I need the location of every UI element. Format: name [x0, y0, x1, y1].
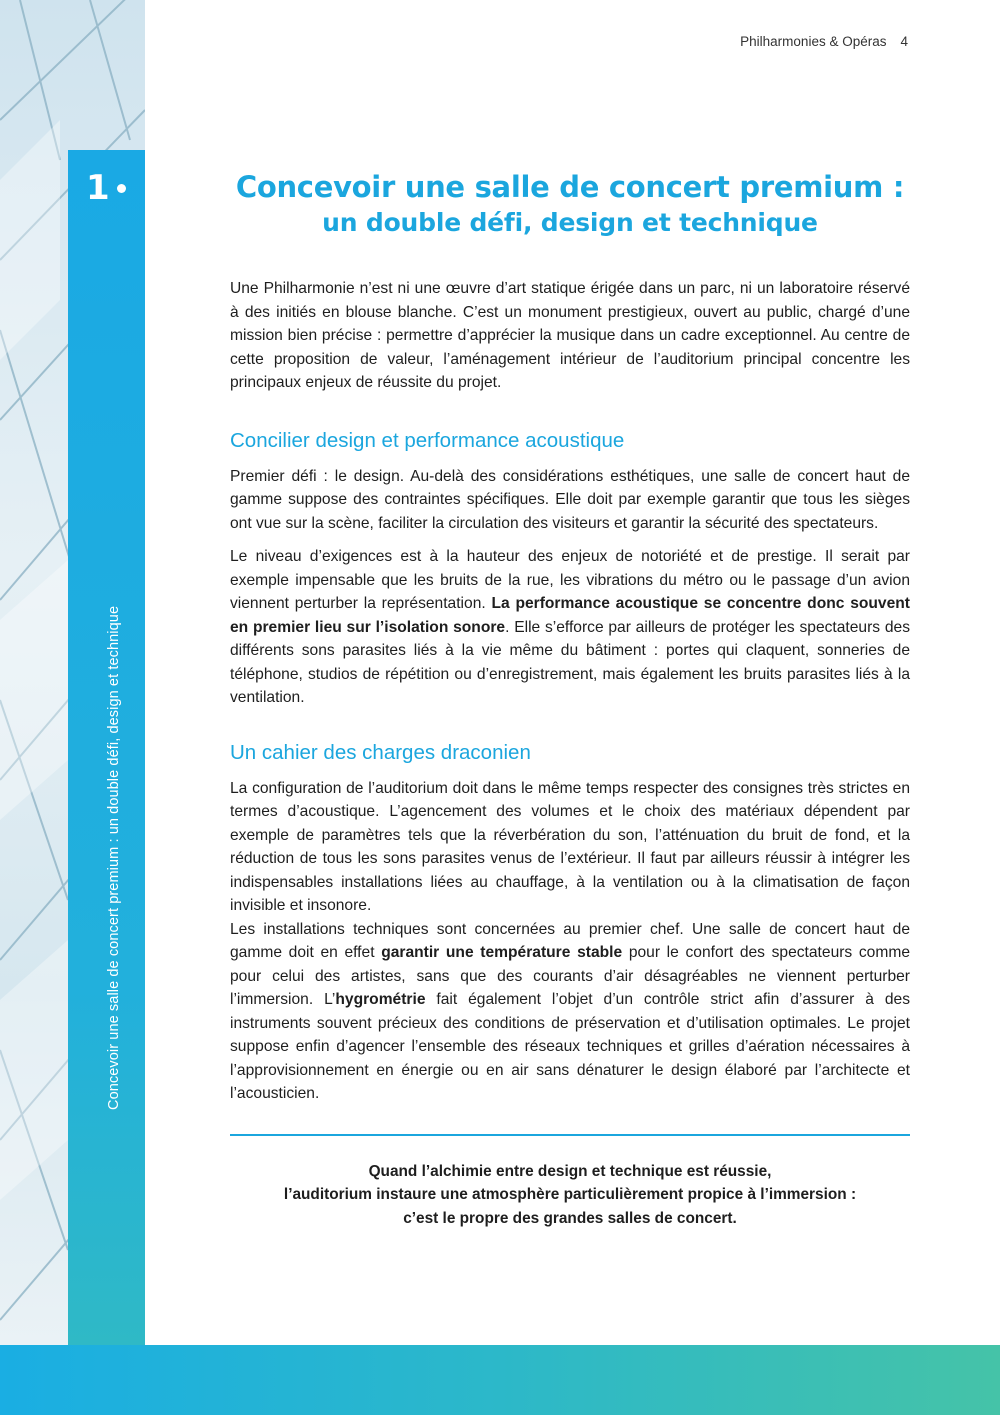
conclusion-line-3: c’est le propre des grandes salles de concert. — [403, 1209, 737, 1227]
intro-paragraph: Une Philharmonie n’est ni une œuvre d’art statique érigée dans un parc, ni un laboratoire réservé à des initiés en blouse blanche. C’est un monument prestigieux, ouvert au public, chargé d’une mission bien précise : permettre d’apprécier la musique dans un cadre exceptionnel. Au centre de cette proposition de valeur, l’aménagement intérieur de l’auditorium principal concentre les principaux enjeux de réussite du projet. — [230, 280, 910, 391]
text-run: Le niveau d’exigences est à la hauteur des enjeux de notoriété et de prestige. Il serait par exemple impensable que les bruits de la rue, les vibrations du métro ou le passage d’un avion viennent perturber la représentation. — [230, 548, 910, 612]
section-specifications-paragraph-2 — [230, 918, 910, 1106]
section-specifications-paragraph-1: La configuration de l’auditorium doit dans le même temps respecter des consignes très strictes en termes d’acoustique. L’agencement des volumes et le choix des matériaux dépendent par exemple de paramètres tels que la réverbération du son, l’atténuation du bruit de fond, et la réduction de tous les sons parasites venus de l’extérieur. Il faut par ailleurs réussir à intégrer les indispensables installations liées au chauffage, à la ventilation ou à la climatisation de façon invisible et insonore. — [230, 779, 910, 914]
bold-text-run: garantir une température stable — [381, 944, 623, 961]
chapter-number: 1 — [86, 168, 110, 208]
bold-text-run: La performance acoustique se concentre donc souvent en premier lieu sur l’isolation sonore — [230, 595, 910, 636]
text-run: Les installations techniques sont concernées au premier chef. Une salle de concert haut de gamme doit en effet — [230, 920, 910, 961]
page-title-line-2: un double défi, design et technique — [322, 208, 818, 237]
page-number: 4 — [900, 34, 908, 49]
bullet-dot-icon — [117, 184, 126, 193]
text-run: pour le confort des spectateurs comme pour celui des artistes, sans que des courants d’air désagréables ne viennent perturber l’immersion. L’ — [230, 944, 911, 1008]
divider — [230, 1134, 910, 1136]
conclusion-line-1: Quand l’alchimie entre design et technique est réussie, — [368, 1162, 772, 1180]
text-run: . Elle s’efforce par ailleurs de protéger les spectateurs des différents sons parasites liés à la vie même du bâtiment : portes qui claquent, sonneries de téléphone, studios de répétition ou d’enregistrement, mais également les bruits parasites liés à la ventilation. — [230, 618, 910, 706]
section-heading-specifications: Un cahier des charges draconien — [230, 740, 531, 764]
running-header — [740, 34, 908, 49]
page-title — [230, 168, 910, 240]
bold-text-run: hygrométrie — [335, 991, 426, 1008]
section-design-paragraph-2 — [230, 545, 910, 710]
section-design-paragraph-1: Premier défi : le design. Au-delà des considérations esthétiques, une salle de concert haut de gamme suppose des contraintes spécifiques. Elle doit par exemple garantir que tous les sièges ont vue sur la scène, faciliter la circulation des visiteurs et garantir la sécurité des spectateurs. — [230, 467, 910, 532]
conclusion-quote — [230, 1160, 910, 1231]
section-heading-design: Concilier design et performance acoustique — [230, 428, 625, 452]
main-content — [230, 168, 910, 1230]
text-run: fait également l’objet d’un contrôle strict afin d’assurer à des instruments souvent précieux des conditions de préservation et d’utilisation optimales. Le projet suppose enfin d’agencer l’ensemble des réseaux techniques et grilles d’aération nécessaires à l’approvisionnement en énergie ou en air sans dénaturer le design élaboré par l’architecte et l’acousticien. — [230, 991, 910, 1102]
chapter-vertical-title: Concevoir une salle de concert premium : un double défi, design et technique — [106, 605, 122, 1110]
page-title-line-1: Concevoir une salle de concert premium : — [235, 170, 905, 204]
bottom-gradient-band — [0, 1345, 1000, 1415]
running-title: Philharmonies & Opéras — [740, 34, 887, 49]
conclusion-line-2: l’auditorium instaure une atmosphère particulièrement propice à l’immersion : — [283, 1186, 857, 1203]
